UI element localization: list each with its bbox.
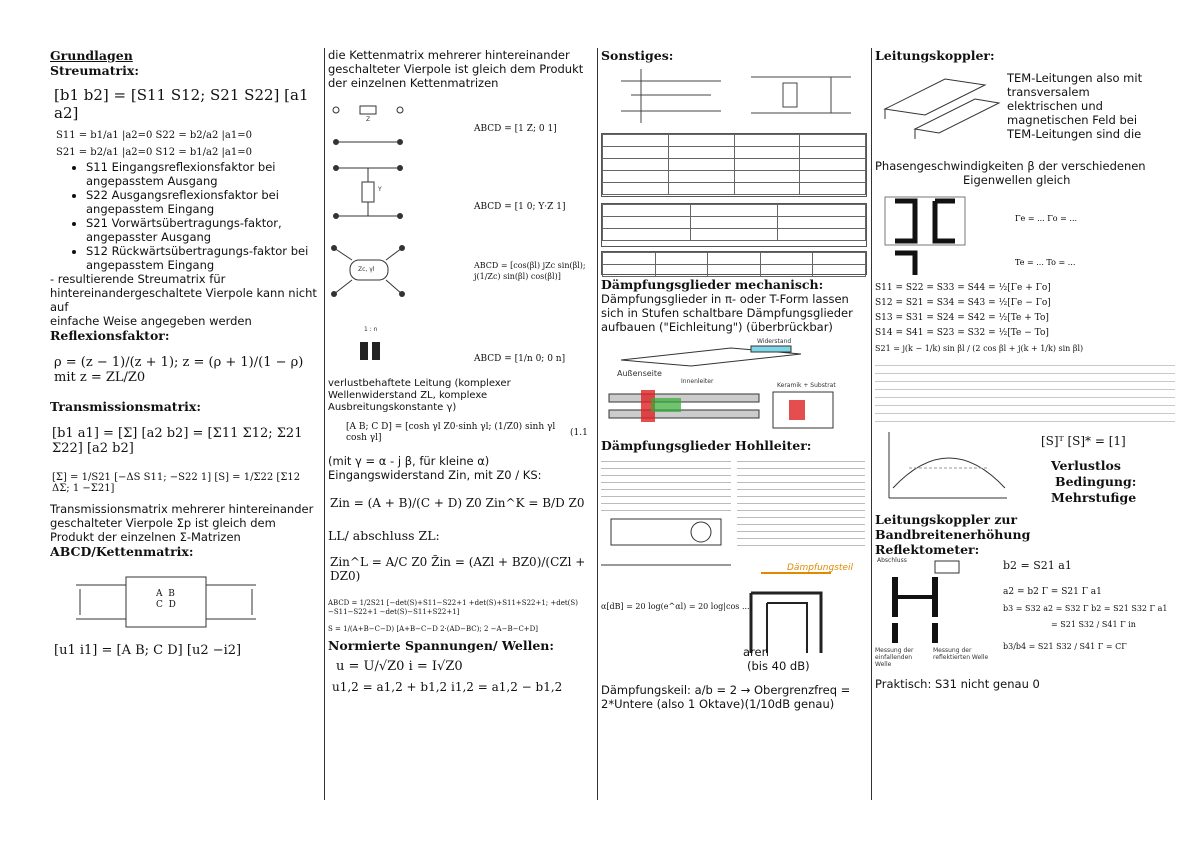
column-1 <box>50 48 320 800</box>
even-odd-mode-svg <box>875 191 1175 277</box>
refl-equation-2: a2 = b2 Γ = S21 Γ a1 <box>1003 587 1102 597</box>
lossy-line-text: verlustbehaftete Leitung (komplexer Wellenwiderstand ZL, komplexe Ausbreitungskonstante γ) <box>328 378 511 413</box>
elem-z-label: Z <box>366 116 371 123</box>
label-keramik: Keramik + Substrat <box>777 382 836 389</box>
formula-table-grid-3 <box>602 252 866 277</box>
cascade-note: - resultierende Streumatrix für hintereinandergeschaltete Vierpole kann nicht auf <box>50 272 317 314</box>
abcd-from-s: ABCD = 1/2S21 [−det(S)+S11−S22+1 +det(S)+S11+S22+1; +det(S)−S11−S22+1 −det(S)−S11+S22+1] <box>328 599 578 616</box>
section-title: Grundlagen <box>50 48 133 63</box>
phase-text: Phasengeschwindigkeiten β der verschiedenen <box>875 159 1146 173</box>
reflectometer-svg <box>875 557 985 657</box>
abcd-line: ABCD = [cos(βl) jZc sin(βl); j(1/Zc) sin(βl) cos(βl)] <box>474 261 586 281</box>
lossy-equation-row <box>328 414 594 454</box>
waveguide-svg <box>601 453 867 653</box>
element-y <box>328 162 594 236</box>
abcd-block-label: A B C D <box>156 589 176 610</box>
label-innenleiter: Innenleiter <box>681 378 714 385</box>
formula-table-2 <box>601 203 867 247</box>
transmission-text: Transmissionsmatrix mehrerer hintereinander geschalteter Vierpole Σp ist gleich dem Produkt der einzelnen Σ-Matrizen <box>50 502 314 544</box>
series-impedance-svg <box>328 102 418 152</box>
mehrstufige-label: Mehrstufige <box>1051 490 1137 505</box>
reflexion-heading: Reflexionsfaktor: <box>50 328 170 343</box>
abcd-heading: ABCD/Kettenmatrix: <box>50 544 194 559</box>
bedingung-label: Bedingung: <box>1055 474 1137 489</box>
t-definition-equation: [Σ] = 1/S21 [−ΔS S11; −S22 1] [S] = 1/Σ22 [Σ12 ΔΣ; 1 −Σ21] <box>52 472 301 494</box>
column-2 <box>328 48 594 800</box>
lossy-equation: [A B; C D] = [cosh γl Z0·sinh γl; (1/Z0) sinh γl cosh γl] <box>346 422 556 443</box>
elem-line-label: Zc, γl <box>358 266 375 273</box>
divider-2 <box>597 48 598 800</box>
abcd-y: ABCD = [1 0; Y·Z 1] <box>474 202 566 212</box>
streumatrix-heading: Streumatrix: <box>50 63 139 78</box>
label-widerstand: Widerstand <box>757 338 792 345</box>
s-matrix-equation: [b1 b2] = [S11 S12; S21 S22] [a1 a2] <box>54 86 309 122</box>
reflektometer-heading: Reflektometer: <box>875 542 980 557</box>
column-3 <box>601 48 867 800</box>
bandbreite-heading: Leitungskoppler zur Bandbreitenerhöhung <box>875 512 1031 542</box>
coupler-equation-5: S21 = j(k − 1/k) sin βl / (2 cos βl + j(k + 1/k) sin βl) <box>875 344 1084 353</box>
reflektometer-block <box>875 557 1175 677</box>
abcd-z: ABCD = [1 Z; 0 1] <box>474 124 557 134</box>
refl-equation-4: = S21 S32 / S41 Γ in <box>1051 620 1136 629</box>
s-definitions-1: S11 = b1/a1 |a2=0 S22 = b2/a2 |a1=0 <box>56 130 252 141</box>
verlustlos-label: Verlustlos <box>1051 458 1121 473</box>
attenuator-figure <box>601 338 867 438</box>
column-4 <box>875 48 1175 800</box>
formula-table-3 <box>601 251 867 275</box>
t-matrix-equation: [b1 a1] = [Σ] [a2 b2] = [Σ11 Σ12; Σ21 Σ22] [a2 b2] <box>52 426 303 456</box>
reflexion-equation: ρ = (z − 1)/(z + 1); z = (ρ + 1)/(1 − ρ) mit z = ZL/Z0 <box>54 355 304 385</box>
element-line <box>328 240 594 310</box>
formula-table-grid <box>602 134 866 195</box>
coupler-3d-svg <box>875 69 1003 159</box>
bandwidth-plot-svg <box>879 428 1009 508</box>
zin-text: Eingangswiderstand Zin, mit Z0 / KS: <box>328 468 542 482</box>
hohl-partial: aren <box>743 645 769 659</box>
refl-equation-1: b2 = S21 a1 <box>1003 559 1072 572</box>
daempf-mech-text: Dämpfungsglieder in π- oder T-Form lassen sich in Stufen schaltbare Dämpfungsglieder aufbauen ("Eichleitung") (überbrückbar) <box>601 292 853 334</box>
transmission-heading: Transmissionsmatrix: <box>50 399 201 414</box>
gamma-note: (mit γ = α - j β, für kleine α) <box>328 454 490 468</box>
daempf-mech-heading: Dämpfungsglieder mechanisch: <box>601 277 824 292</box>
refl-label-incident: Messung der einfallenden Welle <box>875 647 914 668</box>
elem-trafo-label: 1 : n <box>364 326 378 333</box>
s-definitions-2: S21 = b2/a1 |a2=0 S12 = b1/a2 |a1=0 <box>56 147 252 158</box>
daempfungskeil-text: Dämpfungskeil: a/b = 2 → Obergrenzfreq = 2*Untere (also 1 Oktave)(1/10dB genau) <box>601 683 851 711</box>
formula-table-grid-2 <box>602 204 866 241</box>
refl-label-reflected: Messung der reflektierten Welle <box>933 647 989 661</box>
line-diagrams-svg <box>601 63 867 129</box>
eigen-text: Eigenwellen gleich <box>963 173 1071 187</box>
ll-text: LL/ abschluss ZL: <box>328 528 440 543</box>
s-from-abcd: S = 1/(A+B−C−D) [A+B−C−D 2·(AD−BC); 2 −A−B−C+D] <box>328 625 539 633</box>
mehrstufig-row <box>875 424 1175 512</box>
hohl-bis: (bis 40 dB) <box>747 659 810 673</box>
sonstiges-heading: Sonstiges: <box>601 48 674 63</box>
waveguide-figure <box>601 453 867 653</box>
element-trafo <box>328 316 594 378</box>
cascade-note-2: einfache Weise angegeben werden <box>50 314 252 328</box>
chain-intro: die Kettenmatrix mehrerer hintereinander geschalteter Vierpole ist gleich dem Produkt der einzelnen Kettenmatrizen <box>328 48 584 90</box>
coupler-equation-3: S13 = S31 = S24 = S42 = ½[Te + To] <box>875 313 1049 323</box>
coupler-equation-2: S12 = S21 = S34 = S43 = ½[Γe − Γo] <box>875 298 1051 308</box>
refl-equation-3: b3 = S32 a2 = S32 Γ b2 = S21 S32 Γ a1 <box>1003 604 1168 613</box>
normiert-equation-2: u1,2 = a1,2 + b1,2 i1,2 = a1,2 − b1,2 <box>332 680 563 694</box>
formula-table-1 <box>601 133 867 197</box>
elem-y-label: Y <box>378 186 382 193</box>
element-z <box>328 102 594 154</box>
unitary-condition: [S]ᵀ [S]* = [1] <box>1041 434 1126 448</box>
zin-equation: Zin = (A + B)/(C + D) Z0 Zin^K = B/D Z0 <box>330 496 585 510</box>
equation-number: (1.1 <box>570 428 588 438</box>
refl-abschluss: Abschluss <box>877 557 907 564</box>
tem-text: TEM-Leitungen also mit transversalem elektrischen und magnetischen Feld bei TEM-Leitungen sind die <box>1007 71 1143 141</box>
list-item: • S22 Ausgangsreflexionsfaktor bei angepasstem Eingang <box>86 188 320 216</box>
shunt-admittance-svg <box>328 162 418 232</box>
abcd-trafo: ABCD = [1/n 0; 0 n] <box>474 354 566 364</box>
normiert-heading: Normierte Spannungen/ Wellen: <box>328 638 554 653</box>
divider-3 <box>871 48 872 800</box>
leitungskoppler-heading: Leitungskoppler: <box>875 48 995 63</box>
ll-equation: Zin^L = A/C Z0 Z̃in = (AZl + BZ0)/(CZl + DZ0) <box>330 555 586 583</box>
transformer-svg <box>328 316 418 376</box>
list-item: • S11 Eingangsreflexionsfaktor bei angepasstem Ausgang <box>86 160 320 188</box>
hohl-formula: α[dB] = 20 log(e^αl) = 20 log|cos ...| <box>601 602 753 611</box>
label-aussenseite: Außenseite <box>617 369 662 378</box>
coupler-equation-1: S11 = S22 = S33 = S44 = ½[Γe + Γo] <box>875 283 1051 293</box>
hohl-note-row <box>601 645 867 683</box>
normiert-equation-1: u = U/√Z0 i = I√Z0 <box>336 659 463 674</box>
two-port-diagram <box>66 571 320 633</box>
svg-text:Γe = ... Γo = ...: Γe = ... Γo = ... <box>1015 214 1078 223</box>
coupler-equation-4: S14 = S41 = S23 = S32 = ½[Te − To] <box>875 328 1049 338</box>
list-item: • S21 Vorwärtsübertragungs-faktor, angepasster Ausgang <box>86 216 320 244</box>
svg-text:Te = ... To = ...: Te = ... To = ... <box>1015 258 1076 267</box>
hohl-annotation: Dämpfungsteil <box>787 563 853 573</box>
coupler-text-block <box>875 358 1175 424</box>
list-item: • S12 Rückwärtsübertragungs-faktor bei angepasstem Eingang <box>86 244 320 272</box>
daempf-hohl-heading: Dämpfungsglieder Hohlleiter: <box>601 438 812 453</box>
tem-block <box>875 63 1175 159</box>
praktisch-note: Praktisch: S31 nicht genau 0 <box>875 677 1040 691</box>
abcd-equation: [u1 i1] = [A B; C D] [u2 −i2] <box>54 643 242 658</box>
refl-equation-5: b3/b4 = S21 S32 / S41 Γ = CΓ <box>1003 642 1127 651</box>
divider-1 <box>324 48 325 800</box>
s-parameter-list <box>50 160 320 272</box>
